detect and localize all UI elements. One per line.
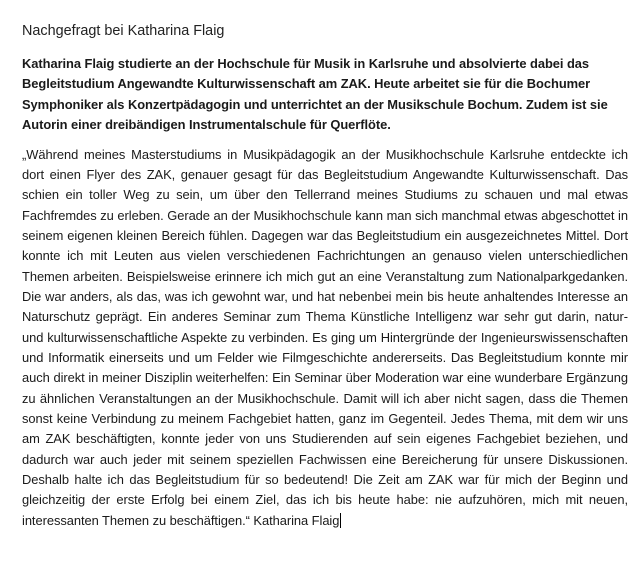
- body-paragraph[interactable]: [22, 145, 628, 532]
- document-heading: Nachgefragt bei Katharina Flaig: [22, 23, 225, 39]
- lead-paragraph: Katharina Flaig studierte an der Hochschule für Musik in Karlsruhe und absolvierte dabei das Begleitstudium Angewandte Kulturwissenschaft am ZAK. Heute arbeitet sie für die Bochumer Symphoniker als Konzertpädagogin und unterrichtet an der Musikschule Bochum. Zudem ist sie Autorin einer dreibändigen Instrumentalschule für Querflöte.: [22, 56, 608, 133]
- body-text: „Während meines Masterstudiums in Musikpädagogik an der Musikhochschule Karlsruhe entdeckte ich dort einen Flyer des ZAK, genauer gesagt für das Begleitstudium Angewandte Kulturwissenschaft. Das schien ein toller Weg zu sein, um über den Tellerrand meines Studiums zu schauen und mal etwas Fachfremdes zu erleben. Gerade an der Musikhochschule kann man sich manchmal etwas abgeschottet in seinem eigenen kleinen Bereich fühlen. Dagegen war das Begleitstudium ein ausgezeichnetes Mittel. Dort konnte ich mit Leuten aus vielen verschiedenen Fachrichtungen an genauso vielen unterschiedlichen Themen arbeiten. Beispielsweise erinnere ich mich gut an eine Veranstaltung zum Nationalparkgedanken. Die war anders, als das, was ich gewohnt war, und hat nebenbei mein bis heute anhaltendes Interesse an Naturschutz geprägt. Ein anderes Seminar zum Thema Künstliche Intelligenz war sehr gut darin, natur- und kulturwissenschaftliche Aspekte zu verbinden. Es ging um Hintergründe der Ingenieurswissenschaften und Informatik einerseits und um Felder wie Filmgeschichte andererseits. Das Begleitstudium konnte mir auch direkt in meiner Disziplin weiterhelfen: Ein Seminar über Moderation war eine wunderbare Ergänzung zu ähnlichen Veranstaltungen an der Musikhochschule. Damit will ich aber nicht sagen, dass die Themen sonst keine Verbindung zu meinem Fachgebiet hatten, ganz im Gegenteil. Jedes Thema, mit dem wir uns am ZAK beschäftigten, konnte jeder von uns Studierenden auf sein eigenes Fachgebiet beziehen, und dadurch war auch jeder mit seinem speziellen Fachwissen eine Bereicherung für unsere Diskussionen. Deshalb halte ich das Begleitstudium für so bedeutend! Die Zeit am ZAK war für mich der Beginn und gleichzeitig der erste Erfolg bei einem Ziel, das ich bis heute habe: nie aufzuhören, mich mit neuen, interessanten Themen zu beschäftigen.“ Katharina Flaig: [22, 146, 628, 528]
- document-page[interactable]: [22, 22, 628, 531]
- text-cursor: [340, 513, 341, 528]
